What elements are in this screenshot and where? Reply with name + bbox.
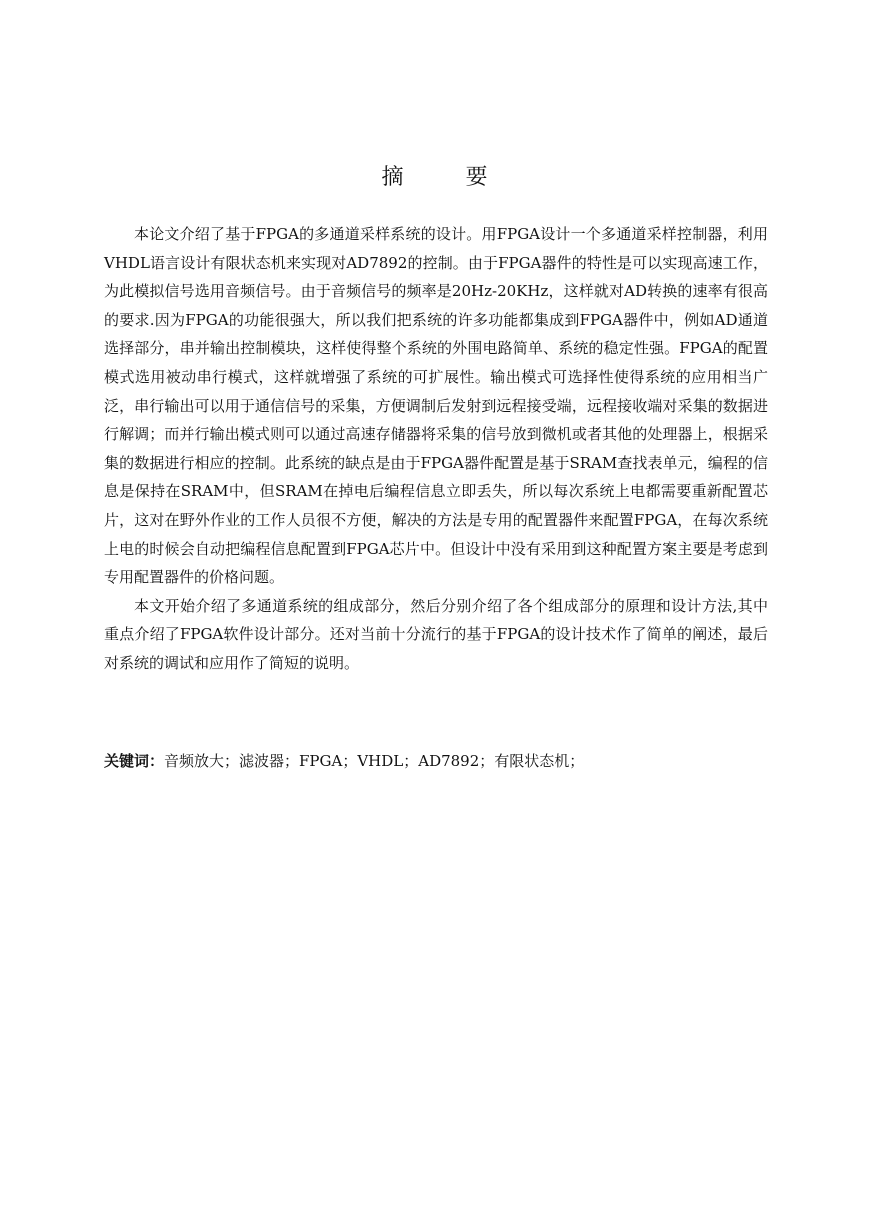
- keywords-label: 关键词：: [104, 752, 165, 770]
- abstract-paragraph-2: 本文开始介绍了多通道系统的组成部分，然后分别介绍了各个组成部分的原理和设计方法,其中重点介绍了FPGA软件设计部分。还对当前十分流行的基于FPGA的设计技术作了简单的阐述，最后对系统的调试和应用作了简短的说明。: [104, 596, 768, 672]
- keywords-line: [104, 747, 768, 775]
- keywords-text: 音频放大；滤波器；FPGA；VHDL；AD7892；有限状态机；: [164, 752, 585, 770]
- abstract-body: [104, 220, 768, 678]
- page-title: 摘 要: [381, 165, 508, 190]
- abstract-paragraph-1: 本论文介绍了基于FPGA的多通道采样系统的设计。用FPGA设计一个多通道采样控制器，利用VHDL语言设计有限状态机来实现对AD7892的控制。由于FPGA器件的特性是可以实现高速工作，为此模拟信号选用音频信号。由于音频信号的频率是20Hz-20KHz，这样就对AD转换的速率有很高的要求.因为FPGA的功能很强大，所以我们把系统的许多功能都集成到FPGA器件中，例如AD通道选择部分，串并输出控制模块，这样使得整个系统的外围电路简单、系统的稳定性强。FPGA的配置模式选用被动串行模式，这样就增强了系统的可扩展性。输出模式可选择性使得系统的应用相当广泛，串行输出可以用于通信信号的采集，方便调制后发射到远程接受端，远程接收端对采集的数据进行解调；而并行输出模式则可以通过高速存储器将采集的信号放到微机或者其他的处理器上，根据采集的数据进行相应的控制。此系统的缺点是由于FPGA器件配置是基于SRAM查找表单元，编程的信息是保持在SRAM中，但SRAM在掉电后编程信息立即丢失，所以每次系统上电都需要重新配置芯片，这对在野外作业的工作人员很不方便，解决的方法是专用的配置器件来配置FPGA，在每次系统上电的时候会自动把编程信息配置到FPGA芯片中。但设计中没有采用到这种配置方案主要是考虑到专用配置器件的价格问题。: [104, 225, 768, 587]
